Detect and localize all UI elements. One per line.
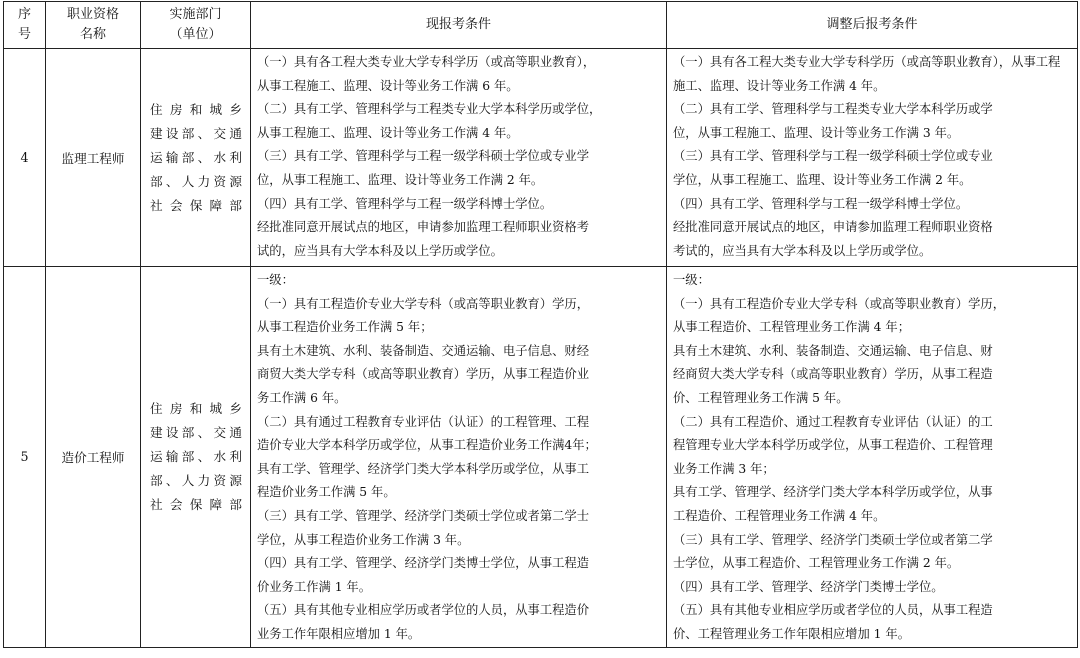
department-line: 建设部、交通 (150, 125, 242, 141)
condition-line: （二）具有工学、管理科学与工程类专业大学本科学历或学 (673, 102, 993, 117)
condition-line: （二）具有工程造价、通过工程教育专业评估（认证）的工 (673, 414, 993, 429)
department-line: 部、人力资源 (150, 472, 242, 488)
table-body (4, 49, 1078, 648)
current-conditions (251, 267, 667, 648)
header-dept-line: 实施部门 (169, 7, 222, 22)
condition-line: 价、工程管理业务工作年限相应增加 1 年。 (673, 626, 910, 641)
row-number: 5 (4, 267, 46, 648)
condition-line: （三）具有工学、管理科学与工程一级学科硕士学位或专业学 (257, 149, 590, 164)
department-line: 部、人力资源 (150, 173, 242, 189)
condition-line: 造价专业大学本科学历或学位，从事工程造价业务工作满4年； (257, 438, 597, 453)
condition-line: 位，从事工程施工、监理、设计等业务工作满 3 年。 (673, 125, 960, 140)
header-name (46, 2, 141, 49)
adjusted-conditions (667, 267, 1078, 648)
condition-line: 经批准同意开展试点的地区，申请参加监理工程师职业资格考 (257, 220, 590, 235)
condition-line: 价业务工作满 1 年。 (257, 579, 372, 594)
condition-line: （一）具有各工程大类专业大学专科学历（或高等职业教育）， (257, 55, 596, 69)
condition-line: （二）具有通过工程教育专业评估（认证）的工程管理、工程 (257, 414, 590, 429)
condition-line: （三）具有工学、管理学、经济学门类硕士学位或者第二学士 (257, 508, 590, 523)
condition-line: 从事工程施工、监理、设计等业务工作满 4 年。 (257, 125, 519, 140)
adjusted-conditions (667, 49, 1078, 267)
table-header-row (4, 2, 1078, 49)
condition-line: 一级： (673, 273, 710, 287)
condition-line: 务工作满 6 年。 (257, 390, 347, 405)
department-line: 社会保障部 (150, 496, 242, 512)
condition-line: （四）具有工学、管理学、经济学门类博士学位，从事工程造 (257, 556, 590, 571)
implementing-department (141, 267, 251, 648)
condition-line: 学位，从事工程造价业务工作满 3 年。 (257, 532, 470, 547)
condition-line: 从事工程施工、监理、设计等业务工作满 6 年。 (257, 78, 519, 93)
condition-line: 业务工作年限相应增加 1 年。 (257, 626, 421, 641)
department-line: 社会保障部 (150, 197, 242, 213)
condition-line: （一）具有各工程大类专业大学专科学历（或高等职业教育），从事工程施工、监理、设计等业务工作满 4 年。 (673, 55, 1061, 93)
condition-line: 考试的，应当具有大学本科及以上学历或学位。 (673, 243, 932, 258)
header-num-line: 序 (17, 7, 31, 22)
table-row (4, 267, 1078, 648)
table-row (4, 49, 1078, 267)
header-name-line: 职业资格 (66, 7, 119, 22)
condition-line: 试的，应当具有大学本科及以上学历或学位。 (257, 243, 503, 258)
condition-line: 一级： (257, 273, 294, 287)
header-num-line: 号 (17, 27, 31, 42)
condition-line: 业务工作满 3 年； (673, 461, 775, 476)
header-dept-line: （单位） (169, 27, 222, 42)
header-dept (141, 2, 251, 49)
department-line: 运输部、水利 (150, 448, 242, 464)
condition-line: 从事工程造价、工程管理业务工作满 4 年； (673, 320, 910, 335)
condition-line: （二）具有工学、管理科学与工程类专业大学本科学历或学位， (257, 102, 602, 117)
qualification-table (3, 1, 1078, 648)
condition-line: （四）具有工学、管理学、经济学门类博士学位。 (673, 579, 944, 594)
department-line: 住房和城乡 (150, 101, 242, 117)
condition-line: （一）具有工程造价专业大学专科（或高等职业教育）学历， (673, 296, 1006, 311)
condition-line: 商贸大类大学专科（或高等职业教育）学历，从事工程造价业 (257, 367, 590, 382)
condition-line: 具有工学、管理学、经济学门类大学本科学历或学位，从事工 (257, 461, 590, 476)
condition-line: 经商贸大类大学专科（或高等职业教育）学历，从事工程造 (673, 367, 993, 382)
condition-line: 从事工程造价业务工作满 5 年； (257, 320, 433, 335)
condition-line: 工程造价、工程管理业务工作满 4 年。 (673, 508, 886, 523)
department-line: 住房和城乡 (150, 400, 242, 416)
condition-line: （三）具有工学、管理科学与工程一级学科硕士学位或专业 (673, 149, 993, 164)
condition-line: 位，从事工程施工、监理、设计等业务工作满 2 年。 (257, 172, 544, 187)
row-number: 4 (4, 49, 46, 267)
current-conditions (251, 49, 667, 267)
condition-line: 学位，从事工程施工、监理、设计等业务工作满 2 年。 (673, 172, 972, 187)
condition-line: 具有土木建筑、水利、装备制造、交通运输、电子信息、财 (673, 343, 993, 358)
qualification-name: 造价工程师 (46, 267, 141, 648)
condition-line: 经批准同意开展试点的地区，申请参加监理工程师职业资格 (673, 220, 993, 235)
condition-line: 程管理专业大学本科学历或学位，从事工程造价、工程管理 (673, 438, 993, 453)
condition-line: （四）具有工学、管理科学与工程一级学科博士学位。 (673, 196, 969, 211)
department-line: 运输部、水利 (150, 149, 242, 165)
condition-line: （五）具有其他专业相应学历或者学位的人员，从事工程造 (673, 603, 993, 618)
department-line: 建设部、交通 (150, 424, 242, 440)
condition-line: （一）具有工程造价专业大学专科（或高等职业教育）学历， (257, 296, 590, 311)
header-current-conditions: 现报考条件 (251, 2, 667, 49)
header-num (4, 2, 46, 49)
header-name-line: 名称 (79, 27, 106, 42)
implementing-department (141, 49, 251, 267)
condition-line: 具有土木建筑、水利、装备制造、交通运输、电子信息、财经 (257, 343, 590, 358)
condition-line: 程造价业务工作满 5 年。 (257, 485, 396, 500)
condition-line: 价、工程管理业务工作满 5 年。 (673, 390, 849, 405)
qualification-name: 监理工程师 (46, 49, 141, 267)
header-adjusted-conditions: 调整后报考条件 (667, 2, 1078, 49)
condition-line: 具有工学、管理学、经济学门类大学本科学历或学位，从事 (673, 485, 993, 500)
condition-line: （四）具有工学、管理科学与工程一级学科博士学位。 (257, 196, 553, 211)
condition-line: （五）具有其他专业相应学历或者学位的人员，从事工程造价 (257, 603, 590, 618)
condition-line: 士学位，从事工程造价、工程管理业务工作满 2 年。 (673, 556, 960, 571)
condition-line: （三）具有工学、管理学、经济学门类硕士学位或者第二学 (673, 532, 993, 547)
